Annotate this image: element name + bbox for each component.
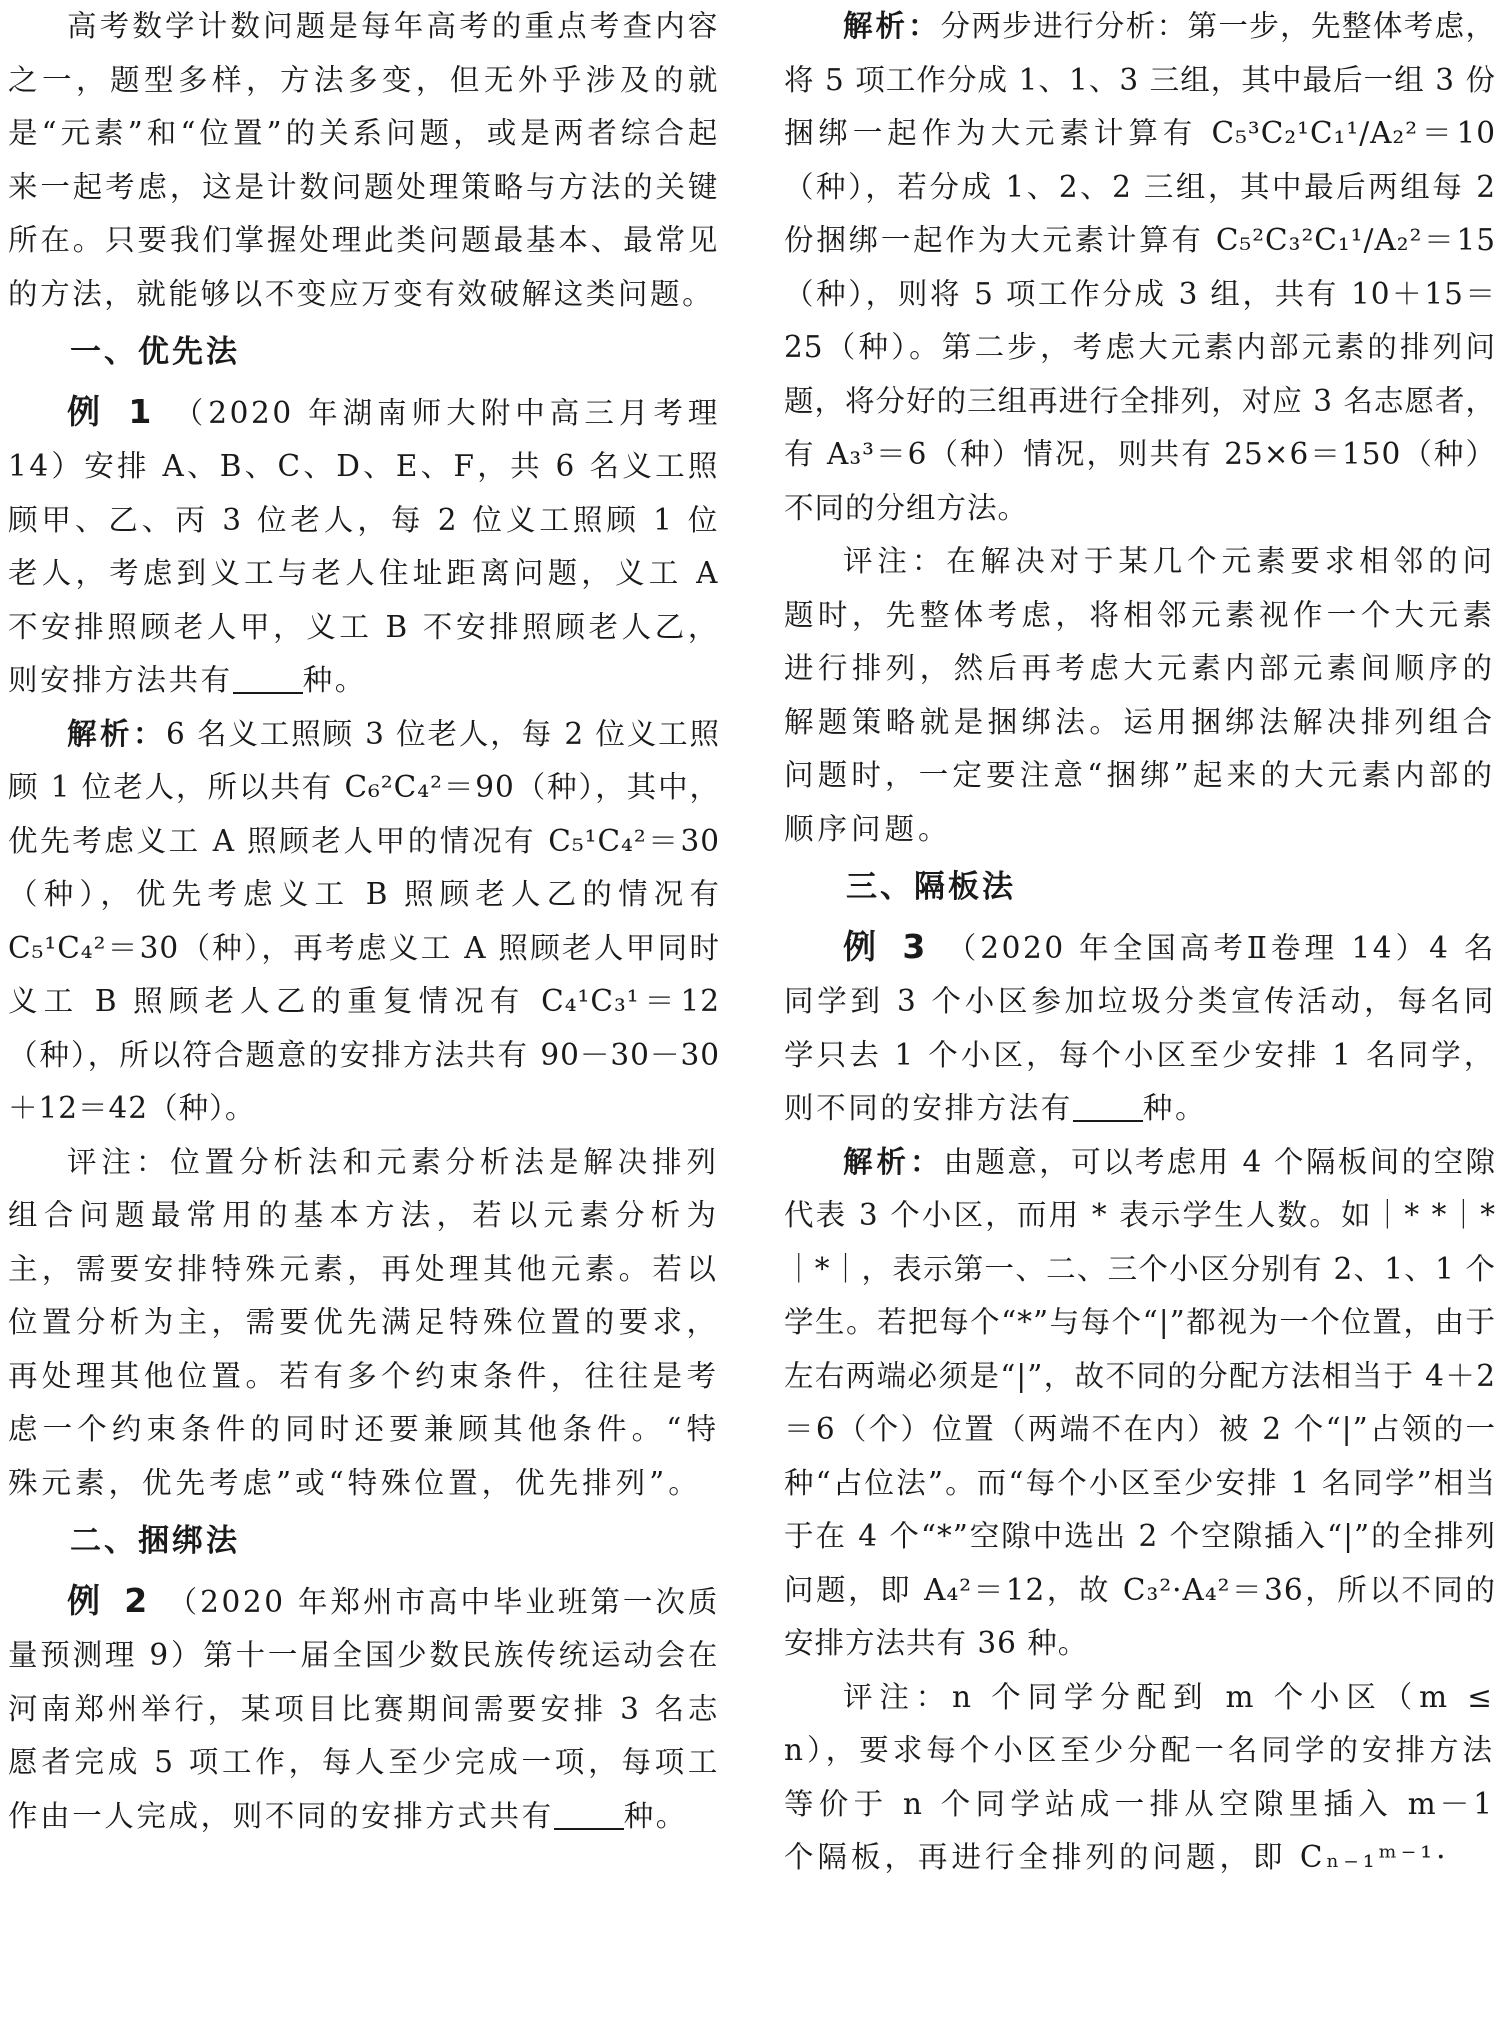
solution-2-label: 解析： bbox=[843, 9, 941, 43]
example-3-label: 例 3 bbox=[843, 926, 932, 966]
left-column bbox=[8, 0, 720, 2040]
solution-2 bbox=[784, 0, 1496, 535]
solution-2-text: 分两步进行分析：第一步，先整体考虑，将 5 项工作分成 1、1、3 三组，其中最后一组 3 份捆绑一起作为大元素计算有 C₅³C₂¹C₁¹/A₂²＝10（种），若分成 1、2、2 三组，其中最后两组每 2 份捆绑一起作为大元素计算有 C₅²C₃²C₁¹/A₂²＝15（种），则将 5 项工作分成 3 组，共有 10＋15＝25（种）。第二步，考虑大元素内部元素的排列问题，将分好的三组再进行全排列，对应 3 名志愿者，有 A₃³＝6（种）情况，则共有 25×6＝150（种）不同的分组方法。 bbox=[784, 9, 1496, 525]
solution-1-text: 6 名义工照顾 3 位老人，每 2 位义工照顾 1 位老人，所以共有 C₆²C₄²＝90（种），其中，优先考虑义工 A 照顾老人甲的情况有 C₅¹C₄²＝30（种），优先考虑义工 B 照顾老人乙的情况有 C₅¹C₄²＝30（种），再考虑义工 A 照顾老人甲同时义工 B 照顾老人乙的重复情况有 C₄¹C₃¹＝12（种），所以符合题意的安排方法共有 90－30－30＋12＝42（种）。 bbox=[8, 716, 720, 1125]
answer-blank bbox=[554, 1798, 624, 1830]
example-3-text: （2020 年全国高考Ⅱ卷理 14）4 名同学到 3 个小区参加垃圾分类宣传活动，每名同学只去 1 个小区，每个小区至少安排 1 名同学，则不同的安排方法有 bbox=[784, 930, 1496, 1125]
solution-1 bbox=[8, 708, 720, 1136]
comment-1 bbox=[8, 1136, 720, 1511]
comment-3-text: n 个同学分配到 m 个小区（m ≤ n），要求每个小区至少分配一名同学的安排方法等价于 n 个同学站成一排从空隙里插入 m－1 个隔板，再进行全排列的问题，即 Cₙ₋₁ᵐ⁻¹· bbox=[784, 1679, 1496, 1874]
answer-blank bbox=[1073, 1091, 1143, 1123]
right-column bbox=[784, 0, 1496, 2040]
comment-3-label: 评注： bbox=[843, 1679, 953, 1714]
section-heading-partition: 三、隔板法 bbox=[846, 869, 1016, 905]
solution-3-label: 解析： bbox=[843, 1144, 944, 1179]
comment-2-text: 在解决对于某几个元素要求相邻的问题时，先整体考虑，将相邻元素视作一个大元素进行排列，然后再考虑大元素内部元素间顺序的解题策略就是捆绑法。运用捆绑法解决排列组合问题时，一定要注意“捆绑”起来的大元素内部的顺序问题。 bbox=[784, 544, 1496, 846]
example-3 bbox=[784, 920, 1496, 1136]
example-1 bbox=[8, 385, 720, 708]
example-2-text-end: 种。 bbox=[623, 1798, 688, 1833]
example-1-label: 例 1 bbox=[67, 391, 158, 431]
solution-3-text: 由题意，可以考虑用 4 个隔板间的空隙代表 3 个小区，而用 * 表示学生人数。如｜* *｜*｜*｜，表示第一、二、三个小区分别有 2、1、1 个学生。若把每个“*”与每个“|”都视为一个位置，由于左右两端必须是“|”，故不同的分配方法相当于 4＋2＝6（个）位置（两端不在内）被 2 个“|”占领的一种“占位法”。而“每个小区至少安排 1 名同学”相当于在 4 个“*”空隙中选出 2 个空隙插入“|”的全排列问题，即 A₄²＝12，故 C₃²·A₄²＝36，所以不同的安排方法共有 36 种。 bbox=[784, 1144, 1496, 1660]
example-1-text: （2020 年湖南师大附中高三月考理 14）安排 A、B、C、D、E、F，共 6 名义工照顾甲、乙、丙 3 位老人，每 2 位义工照顾 1 位老人，考虑到义工与老人住址距离问题，义工 A 不安排照顾老人甲，义工 B 不安排照顾老人乙，则安排方法共有 bbox=[8, 395, 720, 697]
example-3-text-end: 种。 bbox=[1142, 1091, 1208, 1125]
intro-paragraph: 高考数学计数问题是每年高考的重点考查内容之一，题型多样，方法多变，但无外乎涉及的就是“元素”和“位置”的关系问题，或是两者综合起来一起考虑，这是计数问题处理策略与方法的关键所在。只要我们掌握处理此类问题最基本、最常见的方法，就能够以不变应万变有效破解这类问题。 bbox=[8, 9, 720, 311]
example-2-text: （2020 年郑州市高中毕业班第一次质量预测理 9）第十一届全国少数民族传统运动会在河南郑州举行，某项目比赛期间需要安排 3 名志愿者完成 5 项工作，每人至少完成一项，每项工作由一人完成，则不同的安排方式共有 bbox=[8, 1584, 720, 1833]
section-heading-bundling: 二、捆绑法 bbox=[70, 1523, 240, 1559]
section-heading-priority: 一、优先法 bbox=[70, 334, 240, 370]
comment-2-label: 评注： bbox=[843, 544, 947, 578]
answer-blank bbox=[233, 663, 303, 695]
comment-1-label: 评注： bbox=[67, 1144, 171, 1179]
solution-3 bbox=[784, 1136, 1496, 1671]
comment-1-text: 位置分析法和元素分析法是解决排列组合问题最常用的基本方法，若以元素分析为主，需要安排特殊元素，再处理其他元素。若以位置分析为主，需要优先满足特殊位置的要求，再处理其他位置。若有多个约束条件，往往是考虑一个约束条件的同时还要兼顾其他条件。“特殊元素，优先考虑”或“特殊位置，优先排列”。 bbox=[8, 1144, 720, 1500]
example-2-label: 例 2 bbox=[67, 1580, 154, 1620]
comment-2 bbox=[784, 535, 1496, 856]
example-1-text-end: 种。 bbox=[302, 663, 367, 697]
solution-1-label: 解析： bbox=[67, 716, 166, 751]
comment-3 bbox=[784, 1671, 1496, 1885]
example-2 bbox=[8, 1574, 720, 1844]
